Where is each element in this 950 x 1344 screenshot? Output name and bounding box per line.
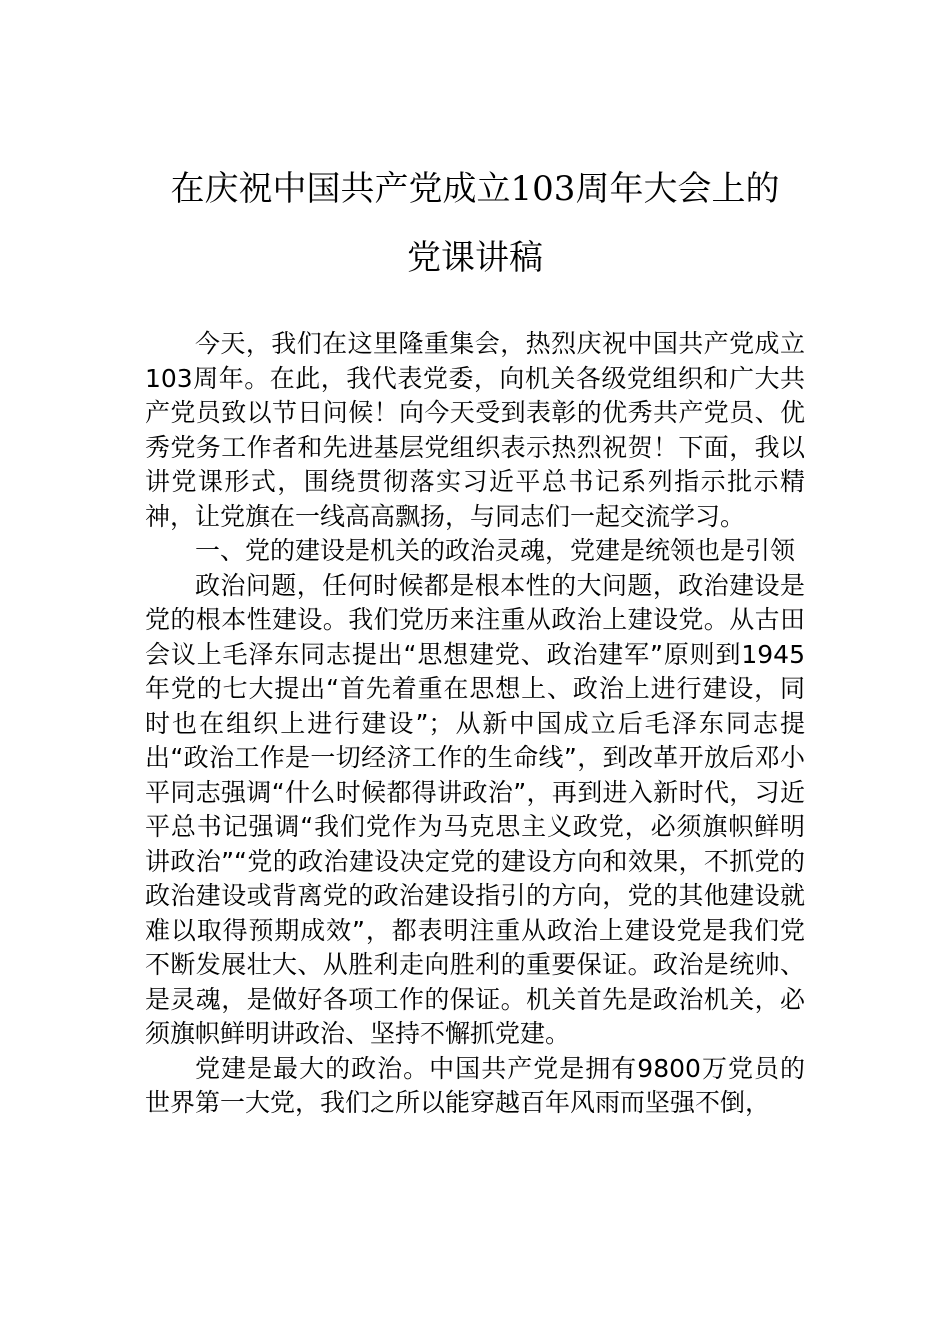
paragraph-political-construction: 政治问题，任何时候都是根本性的大问题，政治建设是党的根本性建设。我们党历来注重从政治上建设党。从古田会议上毛泽东同志提出“思想建党、政治建军”原则到1945年党的七大提出“首先着重在思想上、政治上进行建设，同时也在组织上进行建设”；从新中国成立后毛泽东同志提出“政治工作是一切经济工作的生命线”，到改革开放后邓小平同志强调“什么时候都得讲政治”，再到进入新时代，习近平总书记强调“我们党作为马克思主义政党，必须旗帜鲜明讲政治”“党的政治建设决定党的建设方向和效果，不抓党的政治建设或背离党的政治建设指引的方向，党的其他建设就难以取得预期成效”，都表明注重从政治上建设党是我们党不断发展壮大、从胜利走向胜利的重要保证。政治是统帅、是灵魂，是做好各项工作的保证。机关首先是政治机关，必须旗帜鲜明讲政治、坚持不懈抓党建。 [145,570,805,1048]
document-title-line-2: 党课讲稿 [407,238,543,278]
paragraph-intro: 今天，我们在这里隆重集会，热烈庆祝中国共产党成立103周年。在此，我代表党委，向机关各级党组织和广大共产党员致以节日问候！向今天受到表彰的优秀共产党员、优秀党务工作者和先进基层党组织表示热烈祝贺！下面，我以讲党课形式，围绕贯彻落实习近平总书记系列指示批示精神，让党旗在一线高高飘扬，与同志们一起交流学习。 [145,329,805,531]
paragraph-party-building: 党建是最大的政治。中国共产党是拥有9800万党员的世界第一大党，我们之所以能穿越百年风雨而坚强不倒， [145,1053,805,1117]
document-body [145,327,805,1121]
document-title-line-1: 在庆祝中国共产党成立103周年大会上的 [170,169,780,209]
section-heading-1: 一、党的建设是机关的政治灵魂，党建是统领也是引领 [195,536,796,565]
